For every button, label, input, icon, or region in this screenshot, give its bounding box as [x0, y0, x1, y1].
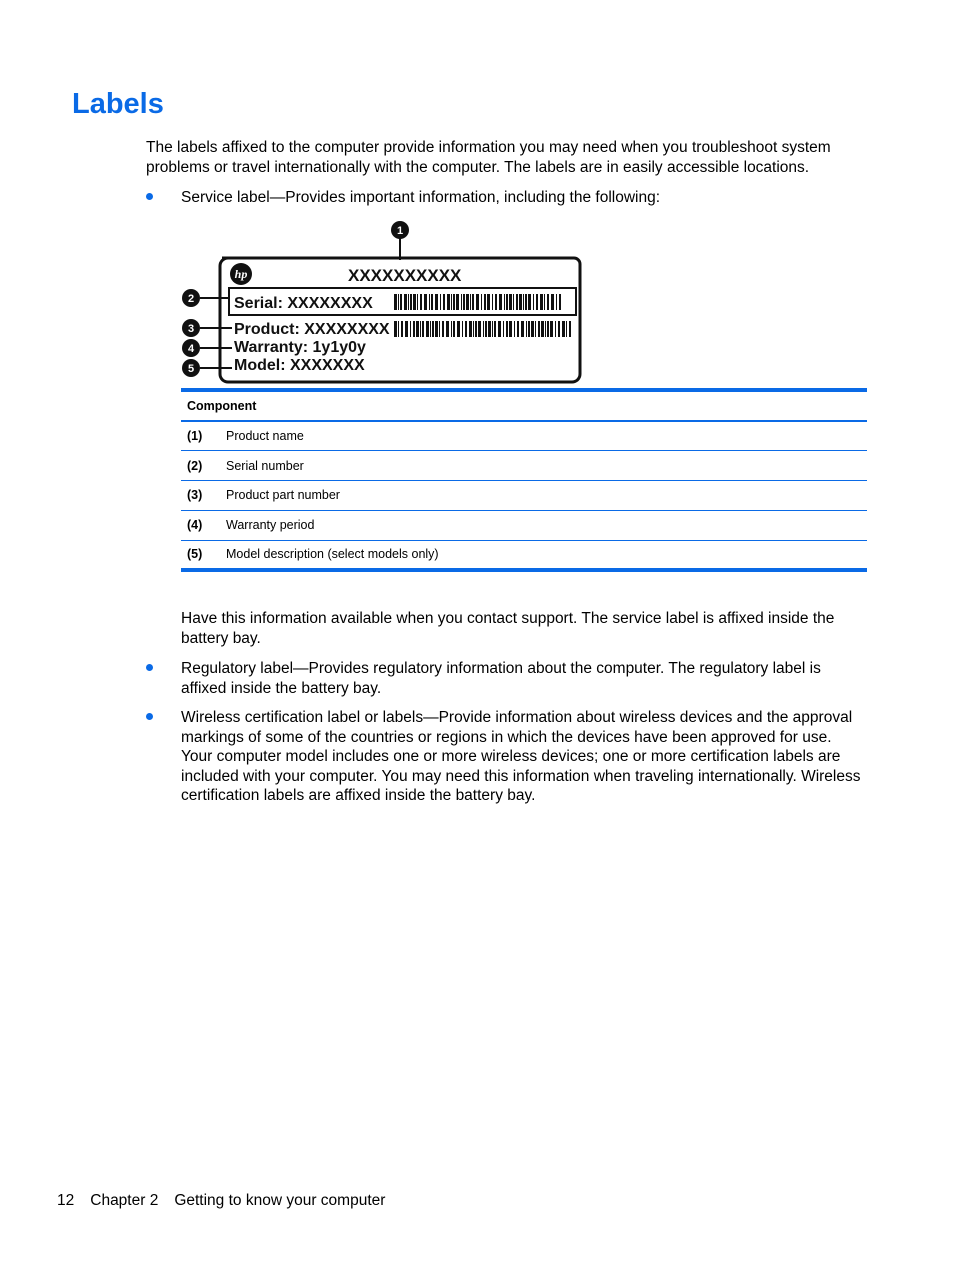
bullet-text: Service label—Provides important information, including the following:: [181, 189, 661, 206]
intro-paragraph: The labels affixed to the computer provide information you may need when you troubleshoot system problems or travel internationally with the computer. The labels are in easily accessible locations.: [146, 139, 831, 176]
row-description: Model description (select models only): [226, 547, 439, 562]
chapter-title: Getting to know your computer: [174, 1192, 386, 1209]
svg-text:3: 3: [187, 323, 195, 335]
bullet-dot-icon: [146, 193, 153, 200]
table-row: [181, 451, 867, 481]
row-description: Product name: [226, 429, 304, 444]
page-number: 12: [57, 1192, 75, 1209]
row-number: (2): [187, 458, 203, 473]
svg-text:4: 4: [187, 343, 195, 355]
row-number: (5): [187, 547, 203, 562]
table-header-row: [181, 390, 867, 421]
component-table: [181, 388, 867, 572]
row-number: (4): [187, 518, 203, 533]
label-serial-text: Serial: XXXXXXXX: [234, 295, 373, 312]
callout-1: [391, 221, 409, 239]
page-footer: [57, 1192, 401, 1210]
row-number: (3): [187, 488, 203, 503]
table-row: [181, 540, 867, 570]
chapter-label: Chapter 2: [90, 1192, 159, 1209]
table-header-component: Component: [187, 399, 257, 413]
row-description: Product part number: [226, 488, 340, 503]
callout-5: [182, 359, 200, 377]
bullet-text: Wireless certification label or labels—Provide information about wireless devices and the approval markings of some of the countries or regions in which the devices have been approved for use. Your computer model includes one or more wireless devices; one or more certification labels are included with your computer. You may need this information when traveling internationally. Wireless certification labels are affixed inside the battery bay.: [181, 709, 861, 804]
row-description: Warranty period: [226, 518, 315, 533]
callout-2: [182, 289, 200, 307]
callout-3: [182, 319, 200, 337]
bullet-dot-icon: [146, 664, 153, 671]
label-warranty-text: Warranty: 1y1y0y: [234, 339, 366, 356]
table-row: [181, 510, 867, 540]
svg-text:hp: hp: [234, 267, 248, 281]
bullet-text: Regulatory label—Provides regulatory information about the computer. The regulatory label is affixed inside the battery bay.: [181, 660, 821, 697]
bullet-dot-icon: [146, 713, 153, 720]
svg-text:2: 2: [187, 293, 195, 305]
service-label-diagram: [178, 220, 588, 386]
page-title: Labels: [72, 88, 164, 120]
row-number: (1): [187, 429, 203, 444]
svg-text:5: 5: [187, 363, 195, 375]
table-row: [181, 481, 867, 511]
hp-logo-icon: [230, 263, 252, 285]
svg-text:1: 1: [396, 225, 404, 237]
label-model-text: Model: XXXXXXX: [234, 357, 365, 374]
row-description: Serial number: [226, 458, 304, 473]
callout-4: [182, 339, 200, 357]
table-row: [181, 421, 867, 451]
label-part-text: Product: XXXXXXXX: [234, 321, 390, 338]
support-info-paragraph: Have this information available when you contact support. The service label is affixed inside the battery bay.: [181, 610, 835, 647]
label-product-text: XXXXXXXXXX: [348, 266, 462, 285]
